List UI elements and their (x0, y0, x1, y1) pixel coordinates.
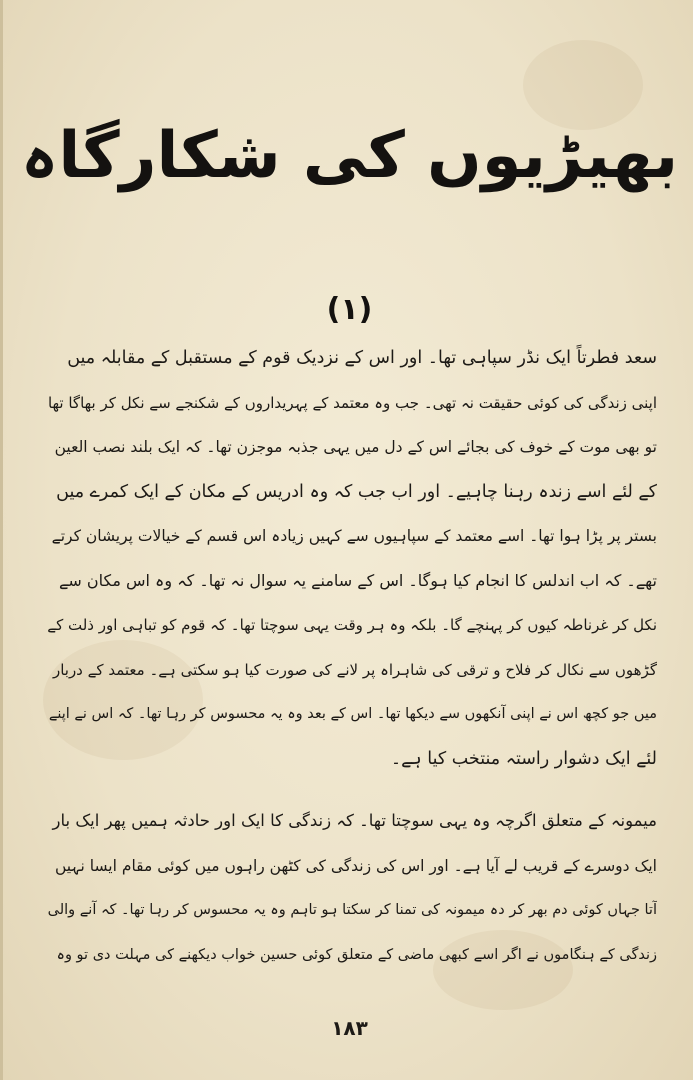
text-line: نکل کر غرناطہ کیوں کر پہنچے گا۔ بلکہ وہ ہر وقت یہی سوچتا تھا۔ کہ قوم کو تباہی اور ذلت کے (47, 616, 657, 634)
text-line: میمونہ کے متعلق اگرچہ وہ یہی سوچتا تھا۔ کہ زندگی کا ایک اور حادثہ ہمیں پھر ایک بار (52, 811, 657, 830)
paragraph-1 (45, 336, 657, 781)
text-line: گڑھوں سے نکال کر فلاح و ترقی کی شاہراہ پر لانے کی صورت کیا ہو سکتی ہے۔ معتمد کے دربار (52, 660, 657, 679)
body-text (45, 336, 657, 977)
text-line: میں جو کچھ اس نے اپنی آنکھوں سے دیکھا تھا۔ اس کے بعد وہ یہ محسوس کر رہا تھا۔ کہ اس نے اپنے (48, 706, 657, 722)
text-line: بستر پر پڑا ہوا تھا۔ اسے معتمد کے سپاہیوں سے کہیں زیادہ اس قسم کے خیالات پریشان کرتے (51, 527, 657, 545)
paper-stain (523, 40, 643, 130)
text-line: لئے ایک دشوار راستہ منتخب کیا ہے۔ (390, 748, 657, 769)
text-line: سعد فطرتاً ایک نڈر سپاہی تھا۔ اور اس کے نزدیک قوم کے مستقبل کے مقابلہ میں (67, 348, 657, 368)
chapter-number: (۱) (326, 292, 373, 327)
text-line: آتا جہاں کوئی دم بھر کر دہ میمونہ کی تمنا کر سکتا ہو تاہم وہ یہ محسوس کر رہا تھا۔ کہ آنے والی (47, 902, 657, 918)
text-line: اپنی زندگی کی کوئی حقیقت نہ تھی۔ جب وہ معتمد کے پہریداروں کے شکنجے سے نکل کر بھاگا تھا (47, 393, 657, 412)
text-line: ایک دوسرے کے قریب لے آیا ہے۔ اور اس کی زندگی کی کٹھن راہوں میں کوئی مقام ایسا نہیں (54, 856, 657, 875)
text-line: تھے۔ کہ اب اندلس کا انجام کیا ہوگا۔ اس کے سامنے یہ سوال نہ تھا۔ کہ وہ اس مکان سے (59, 570, 657, 590)
text-line: زندگی کے ہنگاموں نے اگر اسے کبھی ماضی کے متعلق کوئی حسین خواب دیکھنے کی مہلت دی تو وہ (56, 946, 657, 963)
paragraph-2 (45, 799, 657, 977)
text-line: تو بھی موت کے خوف کی بجائے اس کے دل میں یہی جذبہ موجزن تھا۔ کہ ایک بلند نصب العین (54, 438, 657, 456)
text-line: کے لئے اسے زندہ رہنا چاہیے۔ اور اب جب کہ وہ ادریس کے مکان کے ایک کمرے میں (56, 481, 657, 502)
page-number: ۱۸۳ (331, 1016, 368, 1040)
paragraph-gap (45, 781, 657, 799)
chapter-title: بھیڑیوں کی شکارگاہ (20, 119, 679, 193)
